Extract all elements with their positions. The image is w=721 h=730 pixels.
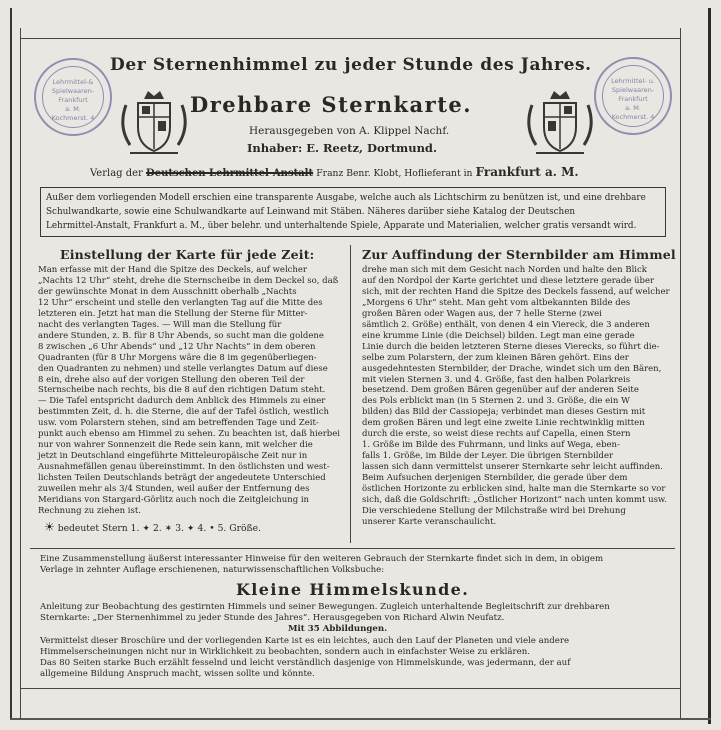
owner-line: Inhaber: E. Reetz, Dortmund. xyxy=(247,141,437,155)
column-divider xyxy=(350,245,351,543)
verlag-rest: Franz Benr. Klobt, Hoflieferant in xyxy=(316,168,473,179)
section-divider xyxy=(30,548,675,549)
verlag-struck-name: Deutschen Lehrmittel-Anstalt xyxy=(146,168,314,179)
bottom-text: Anleitung zur Beobachtung des gestirnten Himmels und seiner Bewegungen. Zugleich unterhaltende Begleitschrift zur drehbaren Sternkarte: „Der Sternenhimmel zu jeder Stunde des Jahres“. Herausgegeben von Richard Alwin Neufatz. Mit 35 Abbildungen. Vermittelst dieser Broschüre und der vorliegenden Karte ist es ein leichtes, auch den Lauf der Planeten und viele andere Himmelserscheinungen nicht nur in Wirklichkeit zu beobachten, sondern auch in einfachster Weise zu erklären. Das 80 Seiten starke Buch erzählt fesselnd und leicht verständlich dasjenige von Himmelskunde, was jedermann, der auf allgemeine Bildung Anspruch macht, wissen sollte und könnte. xyxy=(40,602,610,680)
border-line-left xyxy=(20,28,21,718)
notice-text: Außer dem vorliegenden Modell erschien eine transparente Ausgabe, welche auch als Lichtschirm zu benützen ist, und eine drehbare Schulwandkarte, sowie eine Schulwandkarte auf Leinwand mit Stäben. Näheres darüber siehe Katalog der Deutschen Lehrmittel-Anstalt, Frankfurt a. M., über belehr. und unterhaltende Spiele, Apparate und Materialien, welcher gratis versandt wird. xyxy=(46,193,646,231)
page-edge-right xyxy=(708,8,711,724)
page-title: Der Sternenhimmel zu jeder Stunde des Jahres. xyxy=(110,55,592,75)
coat-of-arms-right-icon xyxy=(522,87,598,159)
stamp-left: Lehrmittel-& Spielwaaren- Frankfurt a. M. Kochmerst. 4 xyxy=(34,58,112,136)
page-edge-bottom xyxy=(10,718,711,720)
border-line-right xyxy=(680,28,681,718)
page-edge-left xyxy=(10,8,12,718)
bottom-intro: Eine Zusammenstellung äußerst interessanter Hinweise für den weiteren Gebrauch der Sternkarte findet sich in dem, in obigem Verlage in zehnter Auflage erschienenen, naturwissenschaftlichen Volksbuche: xyxy=(40,554,604,575)
right-column-text: drehe man sich mit dem Gesicht nach Norden und halte den Blick auf den Nordpol der Karte gerichtet und diese letztere gerade über sich, mit der rechten Hand die Spitze des Deckels fassend, auf welcher „Morgens 6 Uhr“ steht. Man geht vom altbekannten Bilde des großen Bären oder Wagen aus, der 7 helle Sterne (zwei sämtlich 2. Größe) enthält, von denen 4 ein Viereck, die 3 anderen eine krumme Linie (die Deichsel) bilden. Legt man eine gerade Linie durch die beiden letzteren Sterne dieses Vierecks, so führt die- selbe zum Polarstern, der zum kleinen Bären gehört. Eins der ausgedehntesten Sternbilder, der Drache, windet sich um den Bären, mit vielen Sternen 3. und 4. Größe, fast den halben Polarkreis besetzend. Dem großen Bären gegenüber auf der anderen Seite des Pols erblickt man (in 5 Sternen 2. und 3. Größe, die ein W bilden) das Bild der Cassiopeja; verbindet man dieses Gestirn mit dem großen Bären und legt eine zweite Linie rechtwinklig mitten durch die erste, so weist diese rechts auf Capella, einen Stern 1. Größe im Bilde des Fuhrmann, und links auf Wega, eben- falls 1. Größe, im Bilde der Leyer. Die übrigen Sternbilder lassen sich dann vermittelst unserer Sternkarte sehr leicht auffinden. Beim Aufsuchen derjenigen Sternbilder, die gerade über dem östlichen Horizonte zu erblicken sind, halte man die Sternkarte so vor sich, daß die Goldschrift: „Östlicher Horizont“ nach unten kommt usw. Die verschiedene Stellung der Milchstraße wird bei Drehung unserer Karte veranschaulicht. xyxy=(362,265,670,527)
publisher-line: Herausgegeben von A. Klippel Nachf. xyxy=(249,125,450,137)
verlag-prefix: Verlag der xyxy=(90,168,143,179)
left-column-heading: Einstellung der Karte für jede Zeit: xyxy=(60,247,315,262)
stamp-right: Lehrmittel- u. Spielwaaren- Frankfurt a. M. Kochmerst. 4 xyxy=(594,57,672,135)
page-subtitle: Drehbare Sternkarte. xyxy=(190,92,473,117)
verlag-city: Frankfurt a. M. xyxy=(475,165,579,179)
border-line-bottom xyxy=(20,688,681,689)
right-column-heading: Zur Auffindung der Sternbilder am Himmel xyxy=(362,247,676,262)
star-legend: ☀ bedeutet Stern 1. ✦ 2. ✶ 3. ✦ 4. • 5. Größe. xyxy=(44,520,262,534)
border-line-top xyxy=(20,38,681,39)
book-title: Kleine Himmelskunde. xyxy=(236,580,470,599)
coat-of-arms-left-icon xyxy=(116,87,192,159)
verlag-line xyxy=(90,165,579,179)
sun-star-icon: ☀ xyxy=(44,520,55,534)
left-column-text: Man erfasse mit der Hand die Spitze des Deckels, auf welcher „Nachts 12 Uhr“ steht, drehe die Sternscheibe in dem Deckel so, daß der gewünschte Monat in dem Ausschnitt oberhalb „Nachts 12 Uhr“ erscheint und stelle den verlangten Tag auf die Mitte des letzteren ein. Jetzt hat man die Stellung der Sterne für Mitter- nacht des verlangten Tages. — Will man die Stellung für andere Stunden, z. B. für 8 Uhr Abends, so sucht man die goldene 8 zwischen „6 Uhr Abends“ und „12 Uhr Nachts“ in dem oberen Quadranten (für 8 Uhr Morgens wäre die 8 im gegenüberliegen- den Quadranten zu nehmen) und stelle verlangtes Datum auf diese 8 ein, drehe also auf der vorigen Stellung den oberen Teil der Sternscheibe nach rechts, bis die 8 auf den richtigen Datum steht. — Die Tafel entspricht dadurch dem Anblick des Himmels zu einer bestimmten Zeit, d. h. die Sterne, die auf der Tafel östlich, westlich usw. vom Polarstern stehen, sind am betreffenden Tage und Zeit- punkt auch ebenso am Himmel zu sehen. Zu beachten ist, daß hierbei nur von wahrer Sonnenzeit die Rede sein kann, mit welcher die jetzt in Deutschland eingeführte Mitteleuropäische Zeit nur in Ausnahmefällen genau übereinstimmt. In den östlichsten und west- lichsten Teilen Deutschlands beträgt der angedeutete Unterschied zuweilen mehr als 3/4 Stunden, weil außer der Entfernung des Meridians von Stargard-Görlitz auch noch die Zeitgleichung in Rechnung zu ziehen ist. xyxy=(38,265,340,516)
